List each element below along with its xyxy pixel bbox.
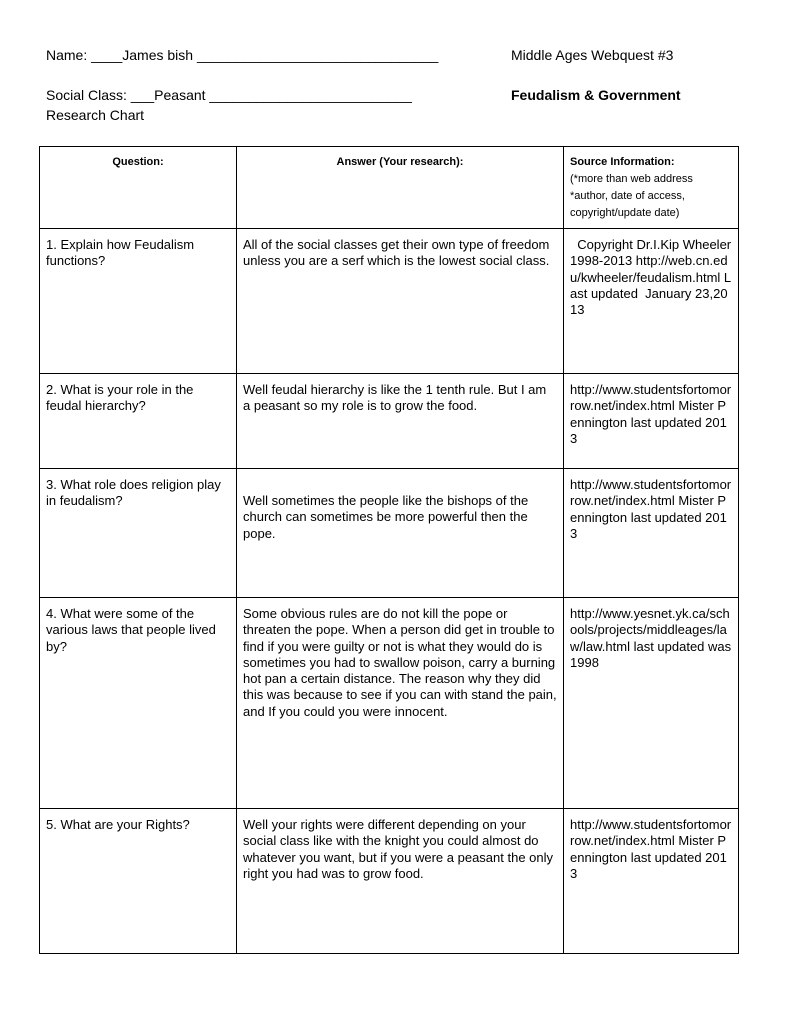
source-header-note-3: copyright/update date) xyxy=(570,207,680,219)
answer-cell: Some obvious rules are do not kill the pope or threaten the pope. When a person did get in trouble to find if you were guilty or not is what they would do is sometimes you had to swallow poison, carry a burning hot pan a certain distance. The reason why they did this was because to see if you can with stand the pain, and If you could you were innocent. xyxy=(237,598,564,809)
table-header-row xyxy=(40,147,739,229)
table-row xyxy=(40,809,739,954)
source-cell: http://www.yesnet.yk.ca/schools/projects/middleages/law/law.html last updated was 1998 xyxy=(564,598,739,809)
source-header-note-2: *author, date of access, xyxy=(570,190,685,202)
source-cell: http://www.studentsfortomorrow.net/index.html Mister Pennington last updated 2013 xyxy=(564,469,739,598)
question-cell: 3. What role does religion play in feudalism? xyxy=(40,469,237,598)
question-cell: 1. Explain how Feudalism functions? xyxy=(40,229,237,374)
question-cell: 4. What were some of the various laws that people lived by? xyxy=(40,598,237,809)
answer-cell: Well sometimes the people like the bishops of the church can sometimes be more powerful then the pope. xyxy=(237,469,564,598)
social-class-line: Social Class: ___Peasant __________________________ xyxy=(46,87,412,103)
source-header-title: Source Information: xyxy=(570,156,675,168)
chart-title: Research Chart xyxy=(46,107,145,123)
topic-title: Feudalism & Government xyxy=(511,87,681,103)
answer-header: Answer (Your research): xyxy=(237,147,564,229)
answer-cell: Well your rights were different depending on your social class like with the knight you could almost do whatever you want, but if you were a peasant the only right you had was to grow food. xyxy=(237,809,564,954)
webquest-title: Middle Ages Webquest #3 xyxy=(511,47,674,63)
source-header-note-1: (*more than web address xyxy=(570,173,693,185)
table-row xyxy=(40,374,739,469)
table-row xyxy=(40,469,739,598)
source-cell: Copyright Dr.I.Kip Wheeler 1998-2013 http://web.cn.edu/kwheeler/feudalism.html Last updated January 23,2013 xyxy=(564,229,739,374)
question-cell: 2. What is your role in the feudal hierarchy? xyxy=(40,374,237,469)
answer-cell: Well feudal hierarchy is like the 1 tenth rule. But I am a peasant so my role is to grow the food. xyxy=(237,374,564,469)
table-row xyxy=(40,229,739,374)
table-row xyxy=(40,598,739,809)
source-cell: http://www.studentsfortomorrow.net/index.html Mister Pennington last updated 2013 xyxy=(564,374,739,469)
name-line: Name: ____James bish _______________________________ xyxy=(46,47,439,63)
question-cell: 5. What are your Rights? xyxy=(40,809,237,954)
source-header xyxy=(564,147,739,229)
source-cell: http://www.studentsfortomorrow.net/index.html Mister Pennington last updated 2013 xyxy=(564,809,739,954)
answer-cell: All of the social classes get their own type of freedom unless you are a serf which is the lowest social class. xyxy=(237,229,564,374)
research-table xyxy=(39,146,739,954)
question-header: Question: xyxy=(40,147,237,229)
